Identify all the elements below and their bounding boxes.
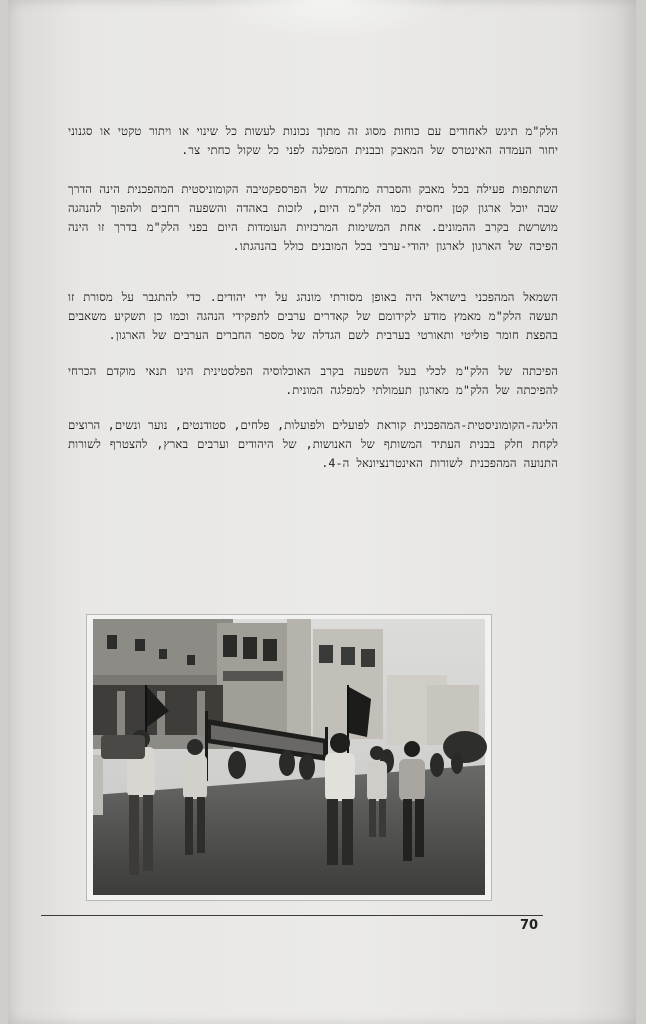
book-page — [8, 0, 636, 1024]
paragraph-4: הפיכתה של הלק"מ לכלי בעל השפעה בקרב האוכלוסיה הפלסטינית הינו תנאי מוקדם הכרחי להפיכתה של הלק"מ מארגון תעמולתי למפלגה המונית. — [68, 363, 558, 397]
paragraph-1: הלק"מ תיגש לאחודים עם כוחות מסוג זה מתוך נכונות לעשות כל שינוי או ויתור טקטי או סגנוני יחור העמדה האינטרס של המאבק ובבנית המפלגה לפני כל שקול כחתי צר. — [68, 123, 558, 157]
footer-rule — [41, 915, 543, 916]
page-curl — [208, 0, 448, 40]
page-number: 70 — [520, 918, 539, 933]
demonstration-photo-image — [87, 615, 491, 900]
paragraph-2: השתתפות פעילה בכל מאבק והסברה מתמדת של הפרספקטיבה הקומוניסטית המהפכנית הינה הדרך שבה יוכל ארגון קטן יחסית כמו הלק"מ היום, לזכות באהדה והשפעה רחבים ולהפוך להנהגה מושרשת בקרב ההמונים. אחת המשימות המרכזיות העומדות היום בפני הלק"מ בדרך זו הינה הפיכה של הארגון לארגון יהודי-ערבי בכל המובנים כולל בהנהגתו. — [68, 181, 558, 253]
paragraph-3: השמאל המהפכני בישראל היה באופן מסורתי מונהג על ידי יהודים. כדי להתגבר על מסורת זו תעשה הלק"מ מאמץ מודע לקידומם של קאדרים ערבים לתפקידי הנהגה וכמו כן תשקיע משאבים בהפצת חומר פוליטי ותאורטי בערבית לשם הגדלה של מספר החברים הערבים של הארגון. — [68, 289, 558, 342]
demonstration-photo — [86, 614, 492, 901]
paragraph-5: הליגה-הקומוניסטית-המהפכנית קוראת לפועלים ולפועלות, פלחים, סטודנטים, נוער ונשים, הרוצים לקחת חלק בבנית העתיד המשותף של האנושות, של היהודים וערבים בארץ, להצטרף לשורות התנועה המהפכנית לשורות האינטרנציונאל ה-4. — [68, 417, 558, 470]
